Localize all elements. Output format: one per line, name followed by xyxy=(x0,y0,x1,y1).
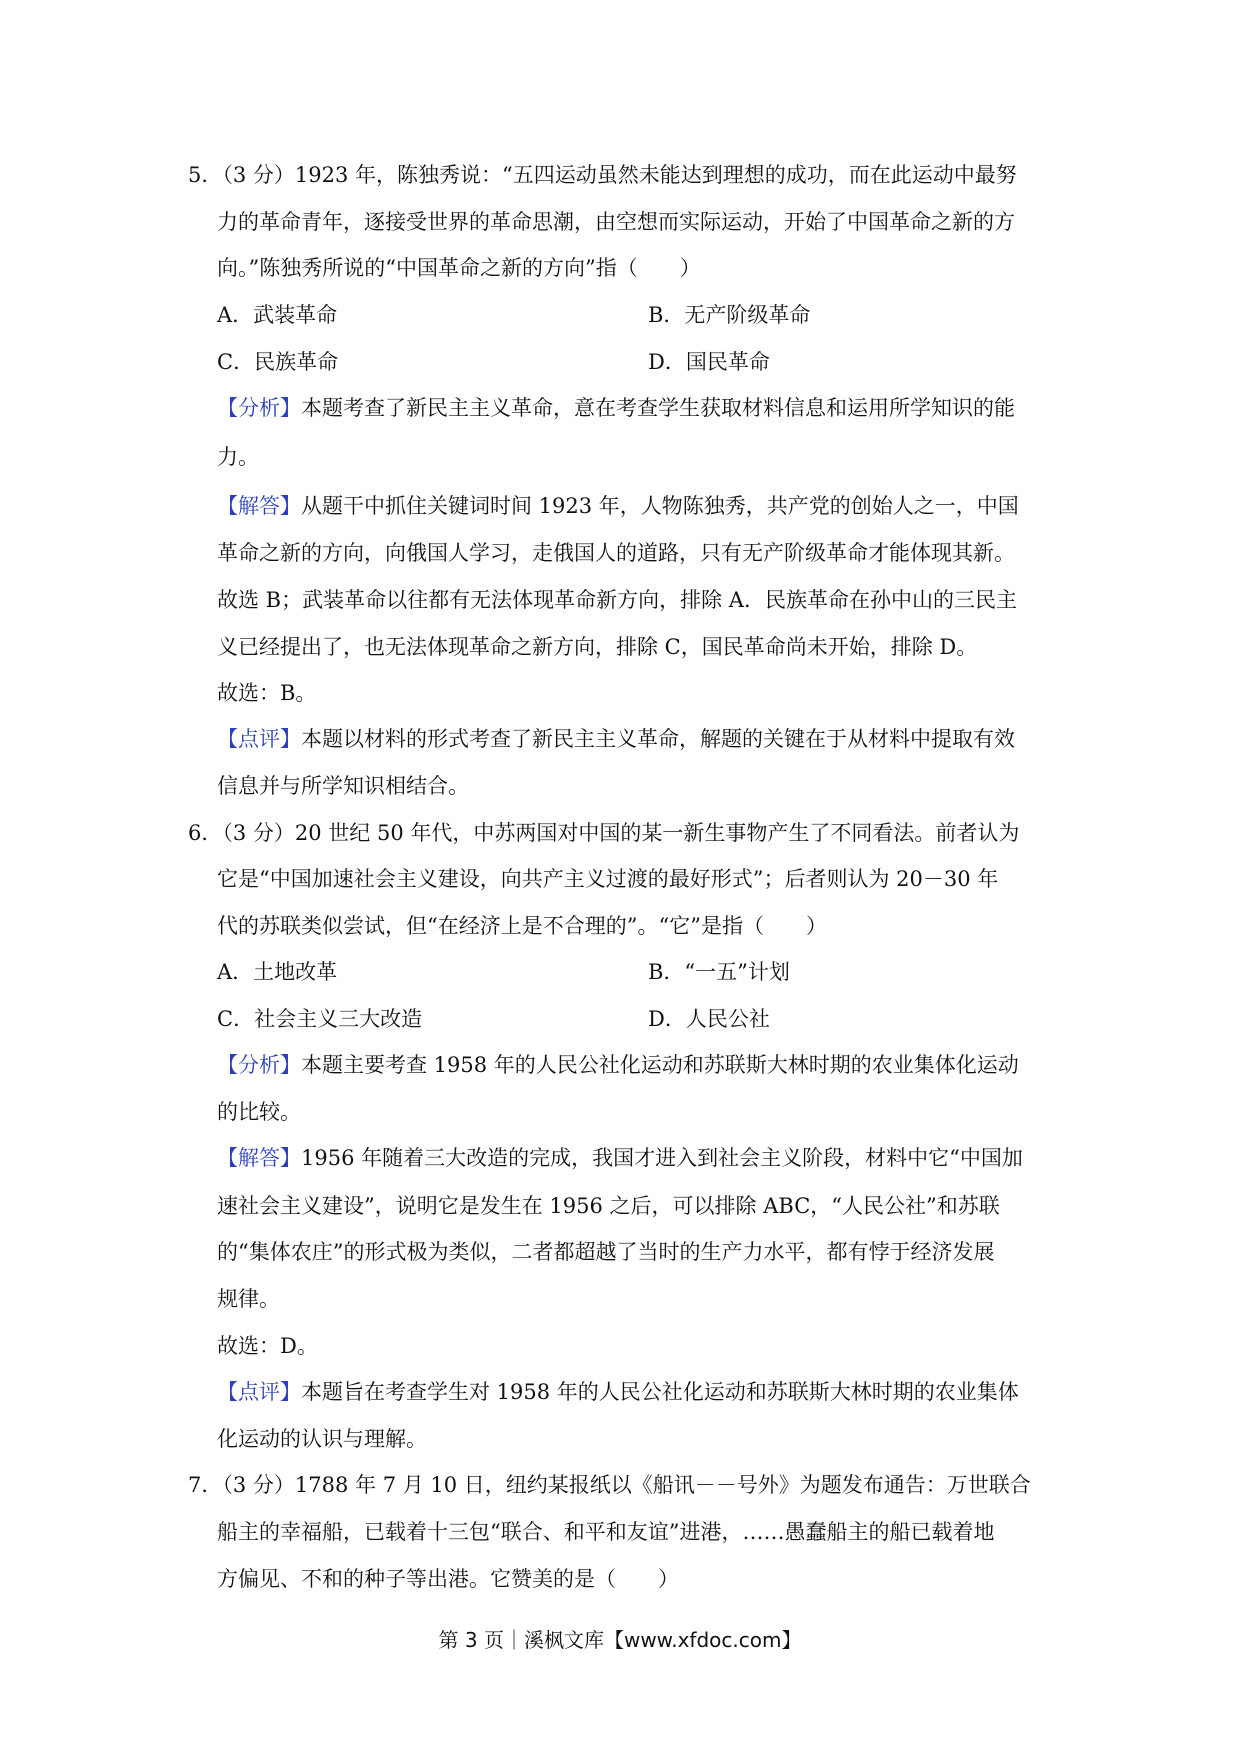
q5-answer-line-1 xyxy=(217,496,1019,517)
q5-stem-line-1: 5．（3 分）1923 年，陈独秀说：“五四运动虽然未能达到理想的成功，而在此运动中最努 xyxy=(188,163,1017,187)
q5-comment-text: 本题以材料的形式考查了新民主主义革命，解题的关键在于从材料中提取有效 xyxy=(301,727,1015,751)
q5-comment-line-2: 信息并与所学知识相结合。 xyxy=(217,774,469,798)
q6-analysis-line-1 xyxy=(217,1055,1019,1076)
q7-stem-line-1: 7．（3 分）1788 年 7 月 10 日，纽约某报纸以《船讯－－号外》为题发布通告：万世联合 xyxy=(188,1473,1031,1497)
q5-stem-line-3: 向。”陈独秀所说的“中国革命之新的方向”指（ ） xyxy=(217,256,701,280)
q6-stem-line-2: 它是“中国加速社会主义建设，向共产主义过渡的最好形式”；后者则认为 20－30 年 xyxy=(217,867,999,891)
page-footer: 第 3 页｜溪枫文库【www.xfdoc.com】 xyxy=(438,1628,802,1652)
q5-comment-tag: 【点评】 xyxy=(217,727,301,751)
q5-answer-text: 从题干中抓住关键词时间 1923 年，人物陈独秀，共产党的创始人之一，中国 xyxy=(301,494,1019,518)
q6-comment-line-1 xyxy=(217,1382,1019,1403)
q6-stem-line-3: 代的苏联类似尝试，但“在经济上是不合理的”。“它”是指（ ） xyxy=(217,914,827,938)
q6-analysis-tag: 【分析】 xyxy=(217,1053,301,1077)
q5-option-a: A．武装革命 xyxy=(217,303,338,327)
q5-analysis-text: 本题考查了新民主主义革命，意在考查学生获取材料信息和运用所学知识的能 xyxy=(301,396,1015,420)
q5-stem-line-2: 力的革命青年，逐接受世界的革命思潮，由空想而实际运动，开始了中国革命之新的方 xyxy=(217,210,1015,234)
q5-option-c: C．民族革命 xyxy=(217,350,339,374)
q5-comment-line-1 xyxy=(217,729,1015,750)
q5-answer-line-4: 义已经提出了，也无法体现革命之新方向，排除 C，国民革命尚未开始，排除 D。 xyxy=(217,635,978,659)
q5-option-b: B．无产阶级革命 xyxy=(648,303,811,327)
q6-analysis-line-2: 的比较。 xyxy=(217,1100,301,1124)
q6-answer-line-1 xyxy=(217,1148,1023,1169)
q6-option-b: B．“一五”计划 xyxy=(648,960,790,984)
q6-option-a: A．土地改革 xyxy=(217,960,338,984)
q6-choice: 故选：D。 xyxy=(217,1334,318,1358)
q6-option-d: D．人民公社 xyxy=(648,1007,770,1031)
q6-answer-line-3: 的“集体农庄”的形式极为类似，二者都超越了当时的生产力水平，都有悖于经济发展 xyxy=(217,1240,995,1264)
q5-choice: 故选：B。 xyxy=(217,681,317,705)
q5-analysis-tag: 【分析】 xyxy=(217,396,301,420)
q5-answer-tag: 【解答】 xyxy=(217,494,301,518)
q6-comment-text: 本题旨在考查学生对 1958 年的人民公社化运动和苏联斯大林时期的农业集体 xyxy=(301,1380,1019,1404)
q7-stem-line-3: 方偏见、不和的种子等出港。它赞美的是（ ） xyxy=(217,1567,679,1591)
q5-answer-line-3: 故选 B；武装革命以往都有无法体现革命新方向，排除 A．民族革命在孙中山的三民主 xyxy=(217,588,1017,612)
q6-option-c: C．社会主义三大改造 xyxy=(217,1007,423,1031)
q6-answer-line-4: 规律。 xyxy=(217,1287,280,1311)
q6-answer-tag: 【解答】 xyxy=(217,1146,301,1170)
q5-analysis-line-2: 力。 xyxy=(217,445,259,469)
q6-analysis-text: 本题主要考查 1958 年的人民公社化运动和苏联斯大林时期的农业集体化运动 xyxy=(301,1053,1019,1077)
q5-analysis-line-1 xyxy=(217,398,1015,419)
q6-comment-line-2: 化运动的认识与理解。 xyxy=(217,1427,427,1451)
q6-answer-text: 1956 年随着三大改造的完成，我国才进入到社会主义阶段，材料中它“中国加 xyxy=(301,1146,1023,1170)
q5-answer-line-2: 革命之新的方向，向俄国人学习，走俄国人的道路，只有无产阶级革命才能体现其新。 xyxy=(217,541,1015,565)
q6-stem-line-1: 6．（3 分）20 世纪 50 年代，中苏两国对中国的某一新生事物产生了不同看法。前者认为 xyxy=(188,821,1020,845)
q7-stem-line-2: 船主的幸福船，已载着十三包“联合、和平和友谊”进港，……愚蠢船主的船已载着地 xyxy=(217,1520,995,1544)
q5-option-d: D．国民革命 xyxy=(648,350,770,374)
q6-comment-tag: 【点评】 xyxy=(217,1380,301,1404)
q6-answer-line-2: 速社会主义建设”，说明它是发生在 1956 之后，可以排除 ABC，“人民公社”和苏联 xyxy=(217,1194,1000,1218)
